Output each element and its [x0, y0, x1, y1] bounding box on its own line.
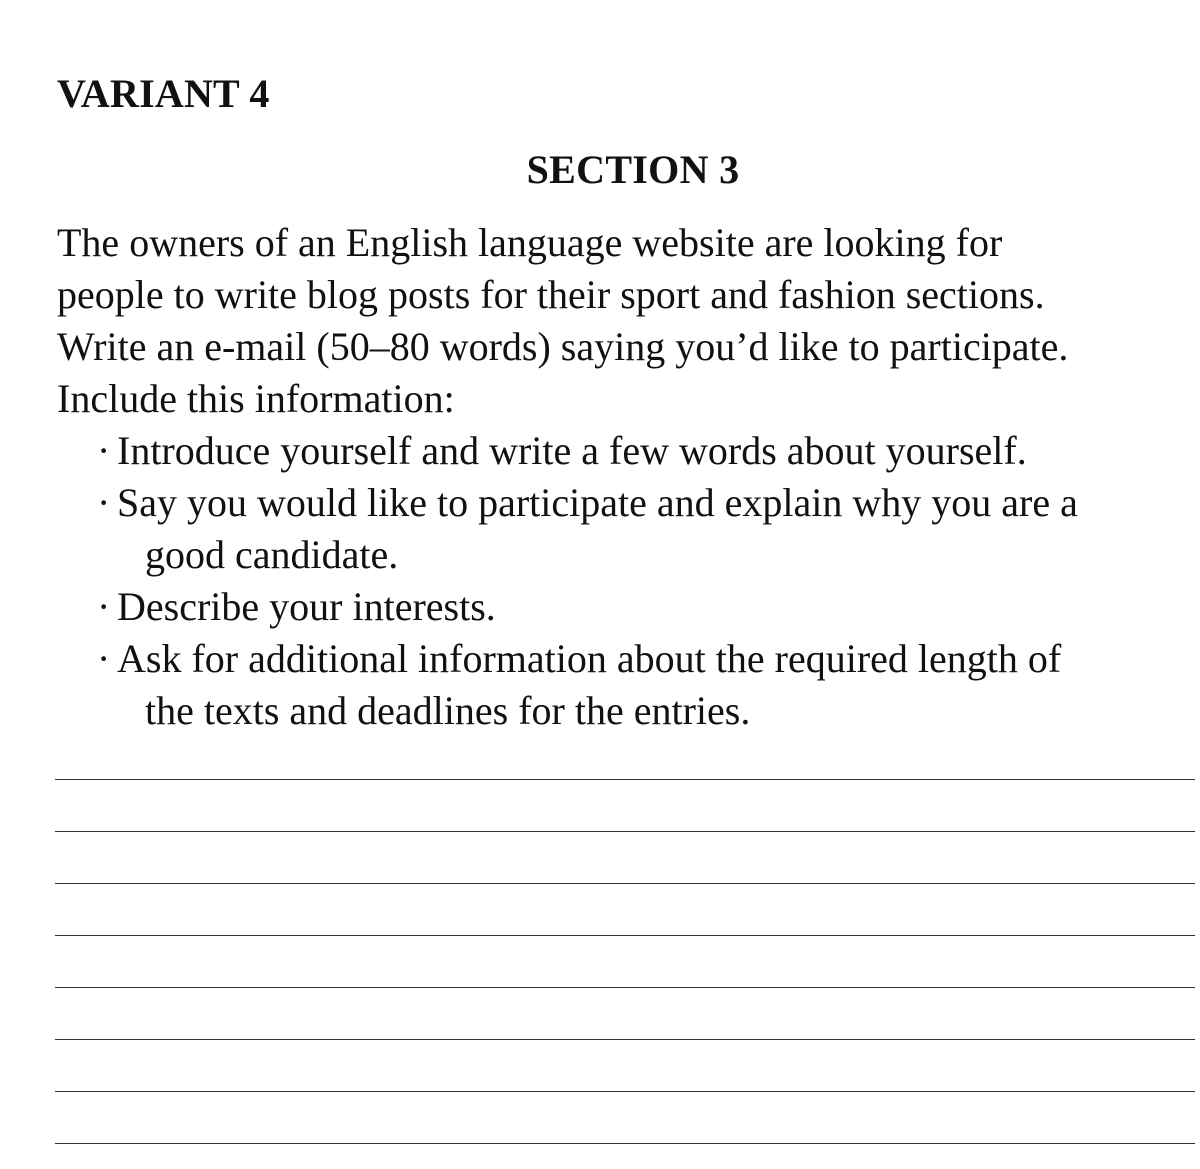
- bullet-continuation: the texts and deadlines for the entries.: [145, 688, 751, 733]
- variant-heading: VARIANT 4: [57, 71, 270, 116]
- instruction-line: The owners of an English language website are looking for: [57, 220, 1003, 265]
- instruction-line: Write an e-mail (50–80 words) saying you’d like to participate.: [57, 324, 1069, 369]
- answer-line[interactable]: [55, 1039, 1195, 1040]
- bullet-text: Say you would like to participate and explain why you are a: [117, 480, 1078, 525]
- bullet-icon: ·: [97, 480, 111, 525]
- bullet-icon: ·: [97, 428, 111, 473]
- section-heading: SECTION 3: [526, 147, 740, 192]
- instruction-line: Include this information:: [57, 376, 455, 421]
- answer-line[interactable]: [55, 1143, 1195, 1144]
- answer-line[interactable]: [55, 987, 1195, 988]
- instruction-line: people to write blog posts for their sport and fashion sections.: [57, 272, 1045, 317]
- bullet-text: Ask for additional information about the required length of: [117, 636, 1062, 681]
- answer-line[interactable]: [55, 779, 1195, 780]
- bullet-icon: ·: [97, 636, 111, 681]
- bullet-continuation: good candidate.: [145, 532, 399, 577]
- bullet-icon: ·: [97, 584, 111, 629]
- answer-line[interactable]: [55, 831, 1195, 832]
- answer-line[interactable]: [55, 935, 1195, 936]
- bullet-text: Introduce yourself and write a few words about yourself.: [117, 428, 1027, 473]
- answer-lines-area: [55, 0, 1195, 1169]
- bullet-text: Describe your interests.: [117, 584, 496, 629]
- answer-line[interactable]: [55, 883, 1195, 884]
- answer-line[interactable]: [55, 1091, 1195, 1092]
